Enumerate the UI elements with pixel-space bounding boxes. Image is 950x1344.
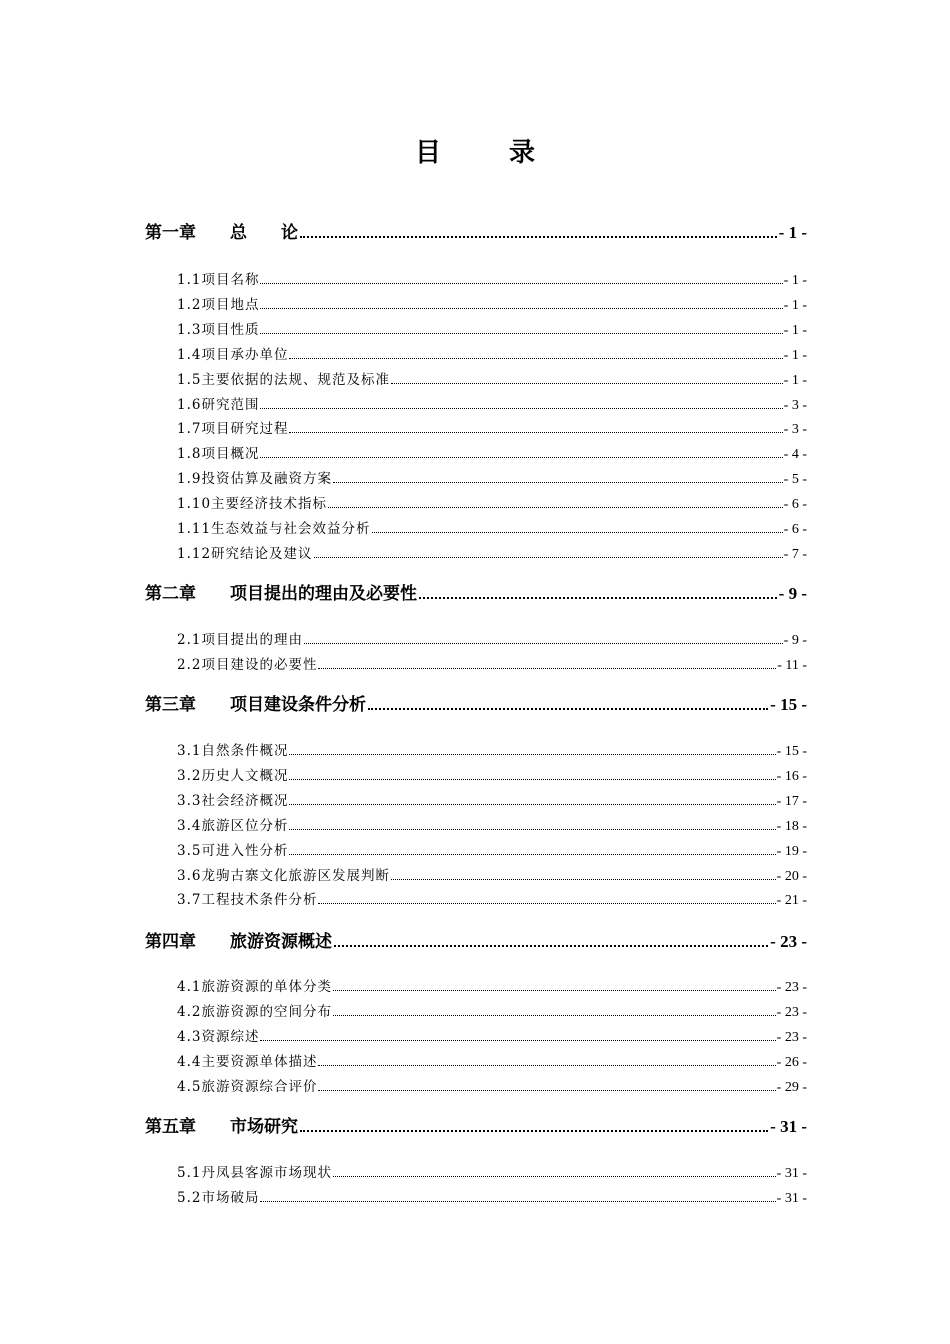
dot-leader [368, 708, 768, 710]
chapter-title: 项目提出的理由及必要性 [230, 584, 417, 604]
section-title: 1.5主要依据的法规、规范及标准 [177, 371, 390, 388]
toc-section-entry[interactable] [177, 293, 807, 311]
toc-section-entry[interactable] [177, 764, 807, 782]
title-left-char: 目 [414, 138, 441, 168]
section-page-number: - 9 - [783, 633, 807, 648]
dot-leader [260, 408, 782, 409]
chapter-number: 第四章 [145, 932, 196, 952]
dot-leader [333, 990, 776, 991]
dot-leader [372, 532, 783, 533]
section-page-number: - 3 - [783, 397, 807, 413]
chapter-page-number: - 31 - [770, 1117, 807, 1136]
toc-section-entry[interactable] [177, 318, 807, 336]
chapter-number: 第三章 [145, 695, 196, 715]
section-page-number: - 6 - [783, 522, 807, 537]
section-title: 1.11生态效益与社会效益分析 [177, 521, 371, 537]
toc-section-entry[interactable] [177, 789, 807, 807]
chapter-title: 旅游资源概述 [230, 932, 332, 952]
dot-leader [318, 1090, 775, 1091]
dot-leader [289, 358, 782, 359]
section-page-number: - 18 - [776, 818, 807, 834]
dot-leader [304, 643, 783, 644]
section-title: 4.2旅游资源的空间分布 [177, 1003, 332, 1020]
section-page-number: - 4 - [783, 447, 807, 463]
dot-leader [333, 1176, 776, 1177]
chapter-page-number: - 15 - [770, 695, 807, 714]
toc-section-entry[interactable] [177, 467, 807, 488]
chapter-title: 市场研究 [230, 1117, 298, 1137]
toc-chapter-entry[interactable] [145, 690, 807, 715]
toc-section-entry[interactable] [177, 814, 807, 832]
dot-leader [391, 383, 783, 384]
section-page-number: - 29 - [776, 1079, 807, 1095]
dot-leader [300, 236, 777, 238]
toc-section-entry[interactable] [177, 1000, 807, 1018]
section-page-number: - 1 - [783, 273, 807, 288]
dot-leader [333, 482, 783, 483]
dot-leader [289, 754, 775, 755]
dot-leader [260, 283, 782, 284]
section-page-number: - 31 - [776, 1190, 807, 1206]
chapter-page-number: - 23 - [770, 932, 807, 951]
section-title: 4.4主要资源单体描述 [177, 1053, 318, 1070]
section-title: 1.8项目概况 [177, 446, 260, 463]
section-title: 3.5可进入性分析 [177, 842, 289, 859]
toc-section-entry[interactable] [177, 368, 807, 386]
toc-section-entry[interactable] [177, 1186, 807, 1204]
section-page-number: - 31 - [776, 1166, 807, 1181]
title-right-char: 录 [509, 138, 536, 168]
section-page-number: - 16 - [776, 768, 807, 784]
toc-section-entry[interactable] [177, 864, 807, 882]
dot-leader [391, 879, 776, 880]
section-page-number: - 21 - [776, 893, 807, 909]
toc-section-entry[interactable] [177, 542, 807, 560]
section-page-number: - 23 - [776, 1029, 807, 1045]
toc-chapter-entry[interactable] [145, 1112, 807, 1137]
dot-leader [289, 829, 775, 830]
toc-section-entry[interactable] [177, 653, 807, 671]
toc-section-entry[interactable] [177, 1161, 807, 1179]
dot-leader [289, 432, 782, 433]
chapter-number: 第二章 [145, 584, 196, 604]
section-title: 3.1自然条件概况 [177, 743, 289, 759]
section-title: 1.6研究范围 [177, 396, 260, 413]
dot-leader [289, 779, 775, 780]
dot-leader [260, 308, 782, 309]
section-page-number: - 5 - [783, 472, 807, 488]
section-title: 1.1项目名称 [177, 272, 260, 288]
section-title: 1.3项目性质 [177, 321, 260, 338]
section-title: 4.5旅游资源综合评价 [177, 1078, 318, 1095]
section-title: 4.1旅游资源的单体分类 [177, 979, 332, 995]
section-title: 4.3资源综述 [177, 1028, 260, 1045]
section-page-number: - 20 - [776, 868, 807, 884]
chapter-page-number: - 9 - [778, 584, 807, 603]
dot-leader [328, 507, 783, 508]
section-page-number: - 23 - [776, 980, 807, 995]
toc-chapter-entry[interactable] [145, 218, 807, 243]
section-title: 1.10主要经济技术指标 [177, 496, 328, 513]
toc-chapter-entry[interactable] [145, 927, 807, 952]
section-title: 3.7工程技术条件分析 [177, 892, 318, 909]
dot-leader [318, 903, 775, 904]
section-title: 1.4项目承办单位 [177, 346, 289, 363]
toc-section-entry[interactable] [177, 268, 807, 286]
section-page-number: - 1 - [783, 297, 807, 313]
section-page-number: - 1 - [783, 322, 807, 338]
section-page-number: - 15 - [776, 744, 807, 759]
section-title: 1.2项目地点 [177, 296, 260, 313]
toc-section-entry[interactable] [177, 1050, 807, 1068]
toc-section-entry[interactable] [177, 739, 807, 757]
section-page-number: - 17 - [776, 793, 807, 809]
dot-leader [260, 333, 782, 334]
section-page-number: - 7 - [783, 546, 807, 562]
section-page-number: - 11 - [777, 657, 807, 673]
section-title: 1.9投资估算及融资方案 [177, 471, 332, 488]
toc-section-entry[interactable] [177, 1075, 807, 1093]
dot-leader [289, 854, 775, 855]
dot-leader [318, 1065, 775, 1066]
section-title: 5.1丹凤县客源市场现状 [177, 1165, 332, 1181]
toc-section-entry[interactable] [177, 888, 807, 909]
section-page-number: - 19 - [776, 843, 807, 859]
toc-section-entry[interactable] [177, 492, 807, 513]
section-title: 3.6龙驹古寨文化旅游区发展判断 [177, 867, 390, 884]
dot-leader [318, 668, 776, 669]
section-page-number: - 6 - [783, 497, 807, 513]
section-title: 3.3社会经济概况 [177, 792, 289, 809]
toc-section-entry[interactable] [177, 839, 807, 857]
dot-leader [260, 1040, 775, 1041]
chapter-title: 项目建设条件分析 [230, 695, 366, 715]
section-page-number: - 3 - [783, 422, 807, 438]
section-title: 1.7项目研究过程 [177, 421, 289, 438]
section-title: 1.12研究结论及建议 [177, 545, 313, 562]
section-title: 5.2市场破局 [177, 1189, 260, 1206]
section-page-number: - 1 - [783, 347, 807, 363]
section-title: 3.2历史人文概况 [177, 767, 289, 784]
section-title: 3.4旅游区位分析 [177, 817, 289, 834]
dot-leader [334, 945, 768, 947]
section-title: 2.2项目建设的必要性 [177, 656, 318, 673]
chapter-number: 第五章 [145, 1117, 196, 1137]
toc-section-entry[interactable] [177, 517, 807, 535]
dot-leader [260, 1201, 775, 1202]
toc-section-entry[interactable] [177, 975, 807, 993]
dot-leader [333, 1015, 776, 1016]
toc-section-entry[interactable] [177, 343, 807, 361]
toc-section-entry[interactable] [177, 628, 807, 646]
dot-leader [314, 557, 783, 558]
section-page-number: - 1 - [783, 372, 807, 388]
toc-section-entry[interactable] [177, 1025, 807, 1043]
chapter-page-number: - 1 - [778, 223, 807, 242]
toc-section-entry[interactable] [177, 393, 807, 411]
dot-leader [289, 804, 775, 805]
section-page-number: - 23 - [776, 1004, 807, 1020]
toc-section-entry[interactable] [177, 417, 807, 438]
dot-leader [419, 597, 777, 599]
section-title: 2.1项目提出的理由 [177, 632, 303, 648]
chapter-number: 第一章 [145, 223, 196, 243]
dot-leader [260, 457, 782, 458]
section-page-number: - 26 - [776, 1054, 807, 1070]
chapter-title: 总 论 [230, 223, 298, 243]
page-title [0, 132, 950, 169]
toc-section-entry[interactable] [177, 442, 807, 463]
toc-chapter-entry[interactable] [145, 579, 807, 604]
dot-leader [300, 1130, 768, 1132]
